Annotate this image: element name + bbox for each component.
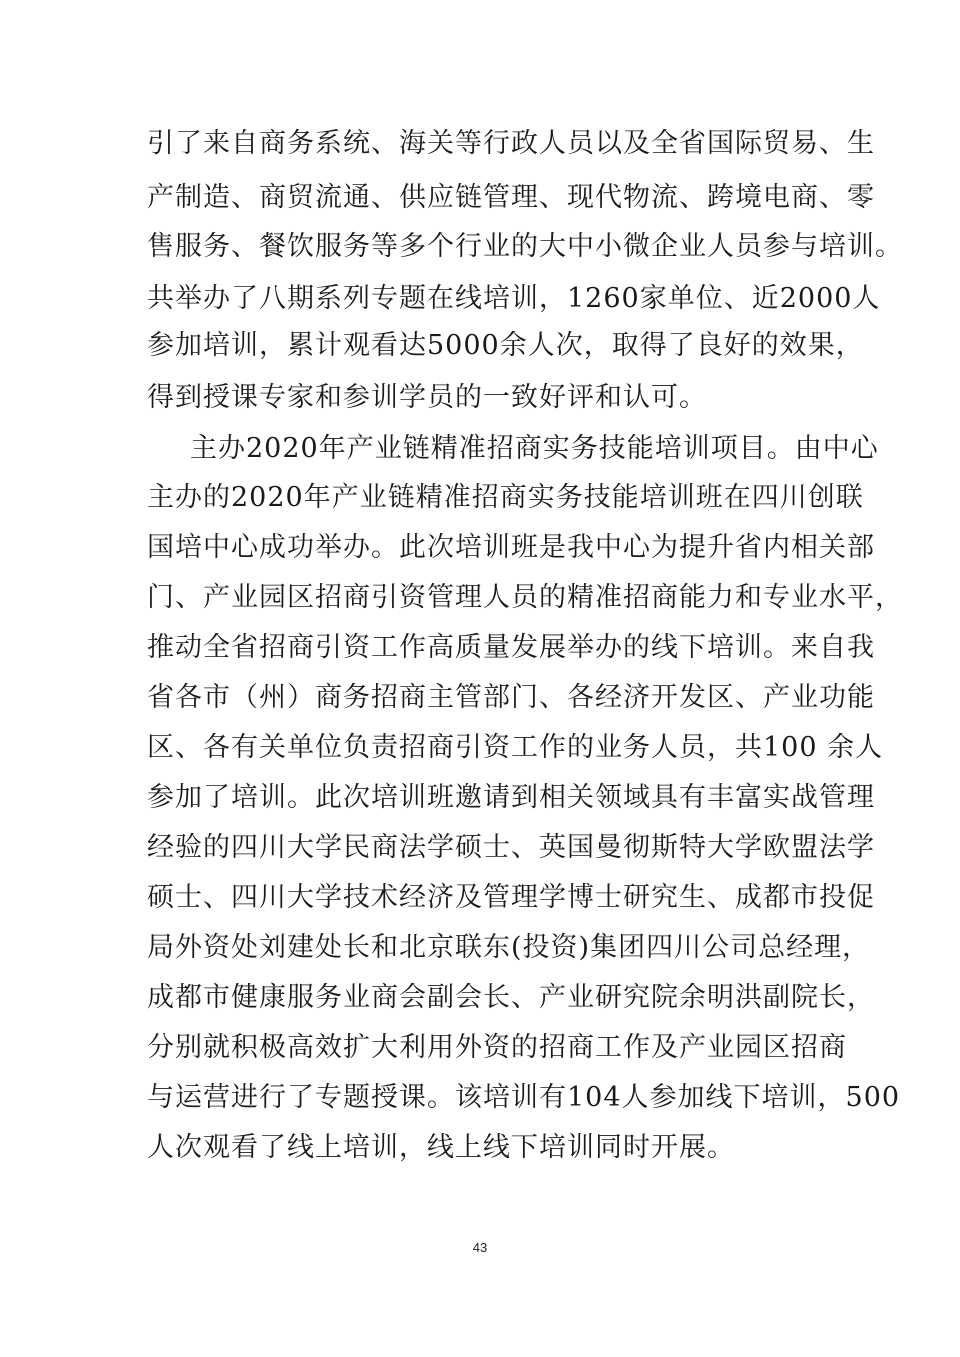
paragraph-2-line-6: 省各市（州）商务招商主管部门、各经济开发区、产业功能: [147, 682, 875, 713]
paragraph-1-line-6: 得到授课专家和参训学员的一致好评和认可。: [147, 382, 707, 413]
paragraph-2-line-1: 主办2020年产业链精准招商实务技能培训项目。由中心: [190, 433, 879, 464]
paragraph-2-line-5: 推动全省招商引资工作高质量发展举办的线下培训。来自我: [147, 632, 875, 663]
paragraph-1-line-5: 参加培训，累计观看达5000余人次，取得了良好的效果，: [147, 330, 864, 361]
paragraph-2-line-14: 与运营进行了专题授课。该培训有104人参加线下培训，500: [147, 1082, 901, 1113]
page-number: 43: [472, 1240, 488, 1255]
paragraph-2-line-4: 门、产业园区招商引资管理人员的精准招商能力和专业水平，: [147, 582, 903, 613]
paragraph-1-line-2: 产制造、商贸流通、供应链管理、现代物流、跨境电商、零: [147, 182, 875, 213]
paragraph-2-line-8: 参加了培训。此次培训班邀请到相关领域具有丰富实战管理: [147, 782, 875, 813]
paragraph-2-line-15: 人次观看了线上培训，线上线下培训同时开展。: [147, 1132, 735, 1163]
paragraph-2-line-13: 分别就积极高效扩大利用外资的招商工作及产业园区招商: [147, 1032, 847, 1063]
paragraph-1-line-3: 售服务、餐饮服务等多个行业的大中小微企业人员参与培训。: [147, 231, 903, 262]
paragraph-2-line-2: 主办的2020年产业链精准招商实务技能培训班在四川创联: [147, 482, 864, 513]
paragraph-2-line-9: 经验的四川大学民商法学硕士、英国曼彻斯特大学欧盟法学: [147, 832, 875, 863]
paragraph-2-line-7: 区、各有关单位负责招商引资工作的业务人员，共100 余人: [147, 732, 884, 763]
paragraph-2-line-11: 局外资处刘建处长和北京联东(投资)集团四川公司总经理，: [147, 932, 871, 963]
paragraph-2-line-3: 国培中心成功举办。此次培训班是我中心为提升省内相关部: [147, 532, 875, 563]
paragraph-2-line-12: 成都市健康服务业商会副会长、产业研究院余明洪副院长，: [147, 982, 875, 1013]
paragraph-1-line-4: 共举办了八期系列专题在线培训，1260家单位、近2000人: [147, 283, 881, 314]
paragraph-2-line-10: 硕士、四川大学技术经济及管理学博士研究生、成都市投促: [147, 882, 875, 913]
paragraph-1-line-1: 引了来自商务系统、海关等行政人员以及全省国际贸易、生: [147, 128, 875, 159]
